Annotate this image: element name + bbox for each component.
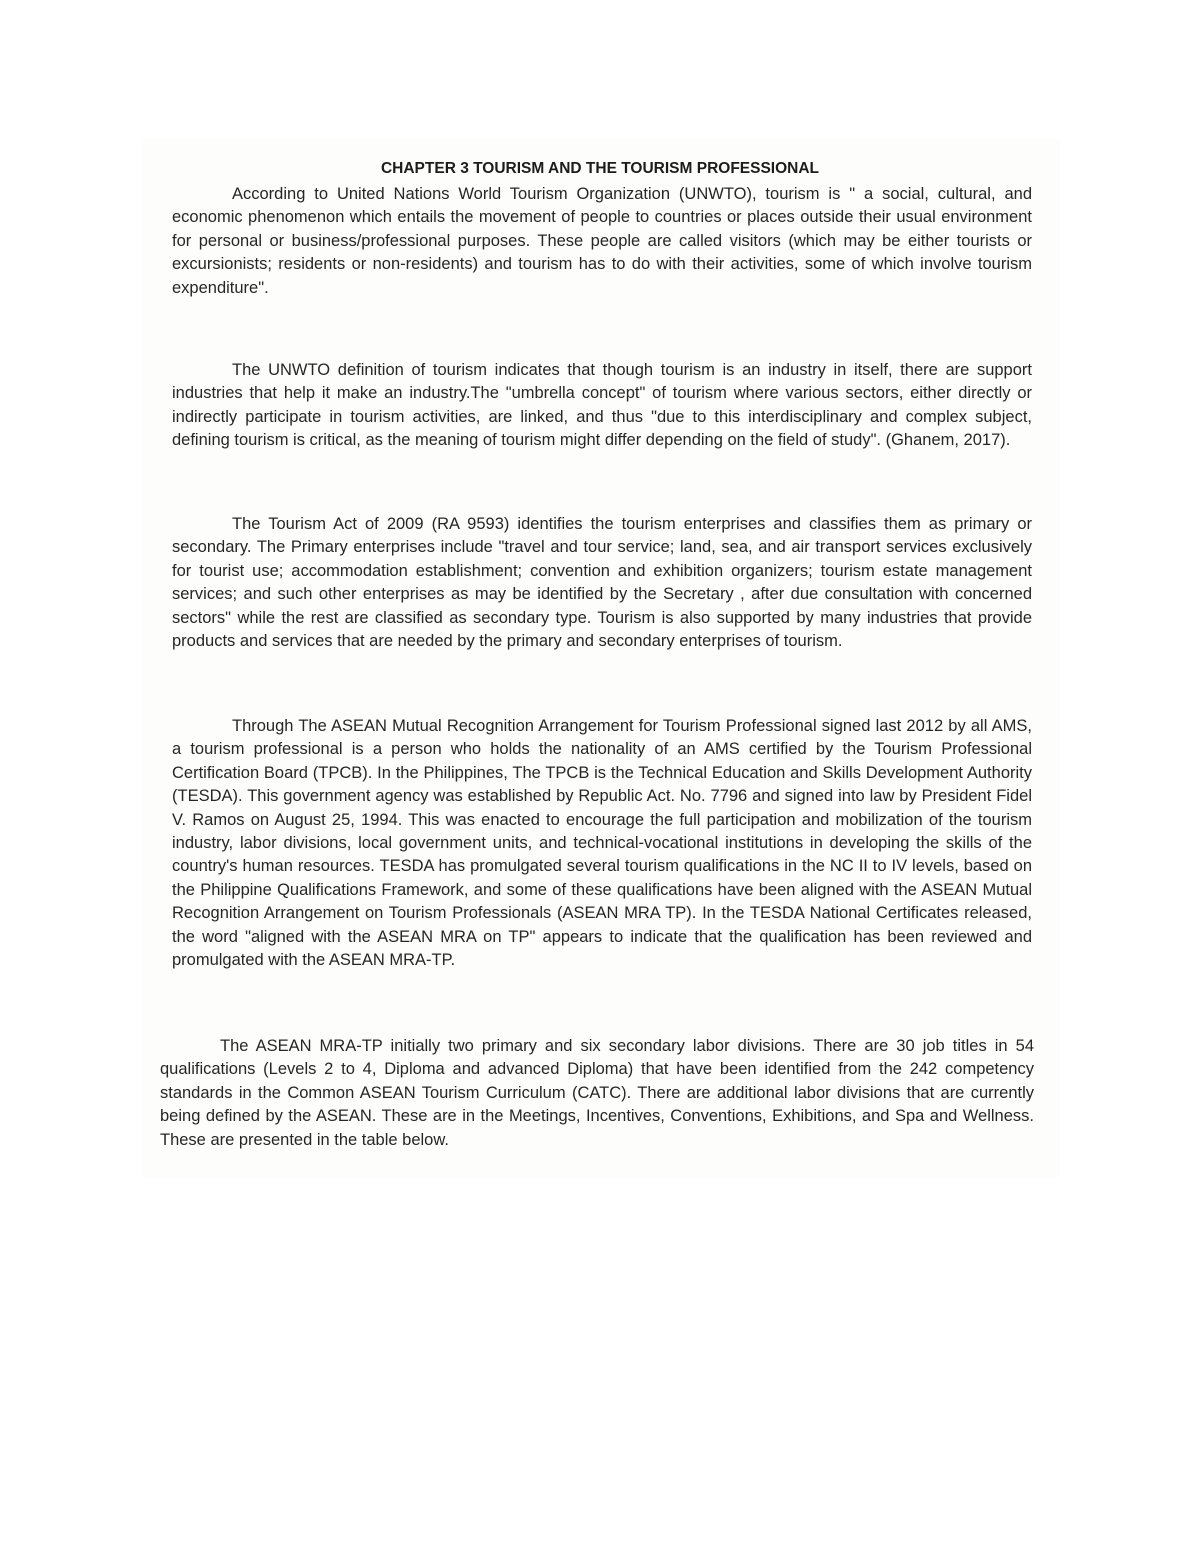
paragraph-unwto-definition: According to United Nations World Tourism Organization (UNWTO), tourism is " a social, cultural, and economic phenomenon which entails the movement of people to countries or places outside their usual environment for personal or business/professional purposes. These people are called visitors (which may be either tourists or excursionists; residents or non-residents) and tourism has to do with their activities, some of which involve tourism expenditure".	[172, 185, 1032, 297]
paragraph-labor-divisions: The ASEAN MRA-TP initially two primary and six secondary labor divisions. There are 30 job titles in 54 qualifications (Levels 2 to 4, Diploma and advanced Diploma) that have been identified from the 242 competency standards in the Common ASEAN Tourism Curriculum (CATC). There are additional labor divisions that are currently being defined by the ASEAN. These are in the Meetings, Incentives, Conventions, Exhibitions, and Spa and Wellness. These are presented in the table below.	[160, 1037, 1034, 1149]
paragraph-umbrella-concept: The UNWTO definition of tourism indicates that though tourism is an industry in itself, there are support industries that help it make an industry.The "umbrella concept" of tourism where various sectors, either directly or indirectly participate in tourism activities, are linked, and thus "due to this interdisciplinary and complex subject, defining tourism is critical, as the meaning of tourism might differ depending on the field of study". (Ghanem, 2017).	[172, 361, 1032, 450]
paragraph-tourism-act: The Tourism Act of 2009 (RA 9593) identifies the tourism enterprises and classifies them as primary or secondary. The Primary enterprises include "travel and tour service; land, sea, and air transport services exclusively for tourist use; accommodation establishment; convention and exhibition organizers; tourism estate management services; and such other enterprises as may be identified by the Secretary , after due consultation with concerned sectors" while the rest are classified as secondary type. Tourism is also supported by many industries that provide products and services that are needed by the primary and secondary enterprises of tourism.	[172, 515, 1032, 651]
paragraph-asean-mra: Through The ASEAN Mutual Recognition Arrangement for Tourism Professional signed last 2012 by all AMS, a tourism professional is a person who holds the nationality of an AMS certified by the Tourism Professional Certification Board (TPCB). In the Philippines, The TPCB is the Technical Education and Skills Development Authority (TESDA). This government agency was established by Republic Act. No. 7796 and signed into law by President Fidel V. Ramos on August 25, 1994. This was enacted to encourage the full participation and mobilization of the tourism industry, labor divisions, local government units, and technical-vocational institutions in developing the skills of the country's human resources. TESDA has promulgated several tourism qualifications in the NC II to IV levels, based on the Philippine Qualifications Framework, and some of these qualifications have been aligned with the ASEAN Mutual Recognition Arrangement on Tourism Professionals (ASEAN MRA TP). In the TESDA National Certificates released, the word "aligned with the ASEAN MRA on TP" appears to indicate that the qualification has been reviewed and promulgated with the ASEAN MRA-TP.	[172, 717, 1032, 970]
chapter-title: CHAPTER 3 TOURISM AND THE TOURISM PROFESSIONAL	[380, 160, 820, 177]
